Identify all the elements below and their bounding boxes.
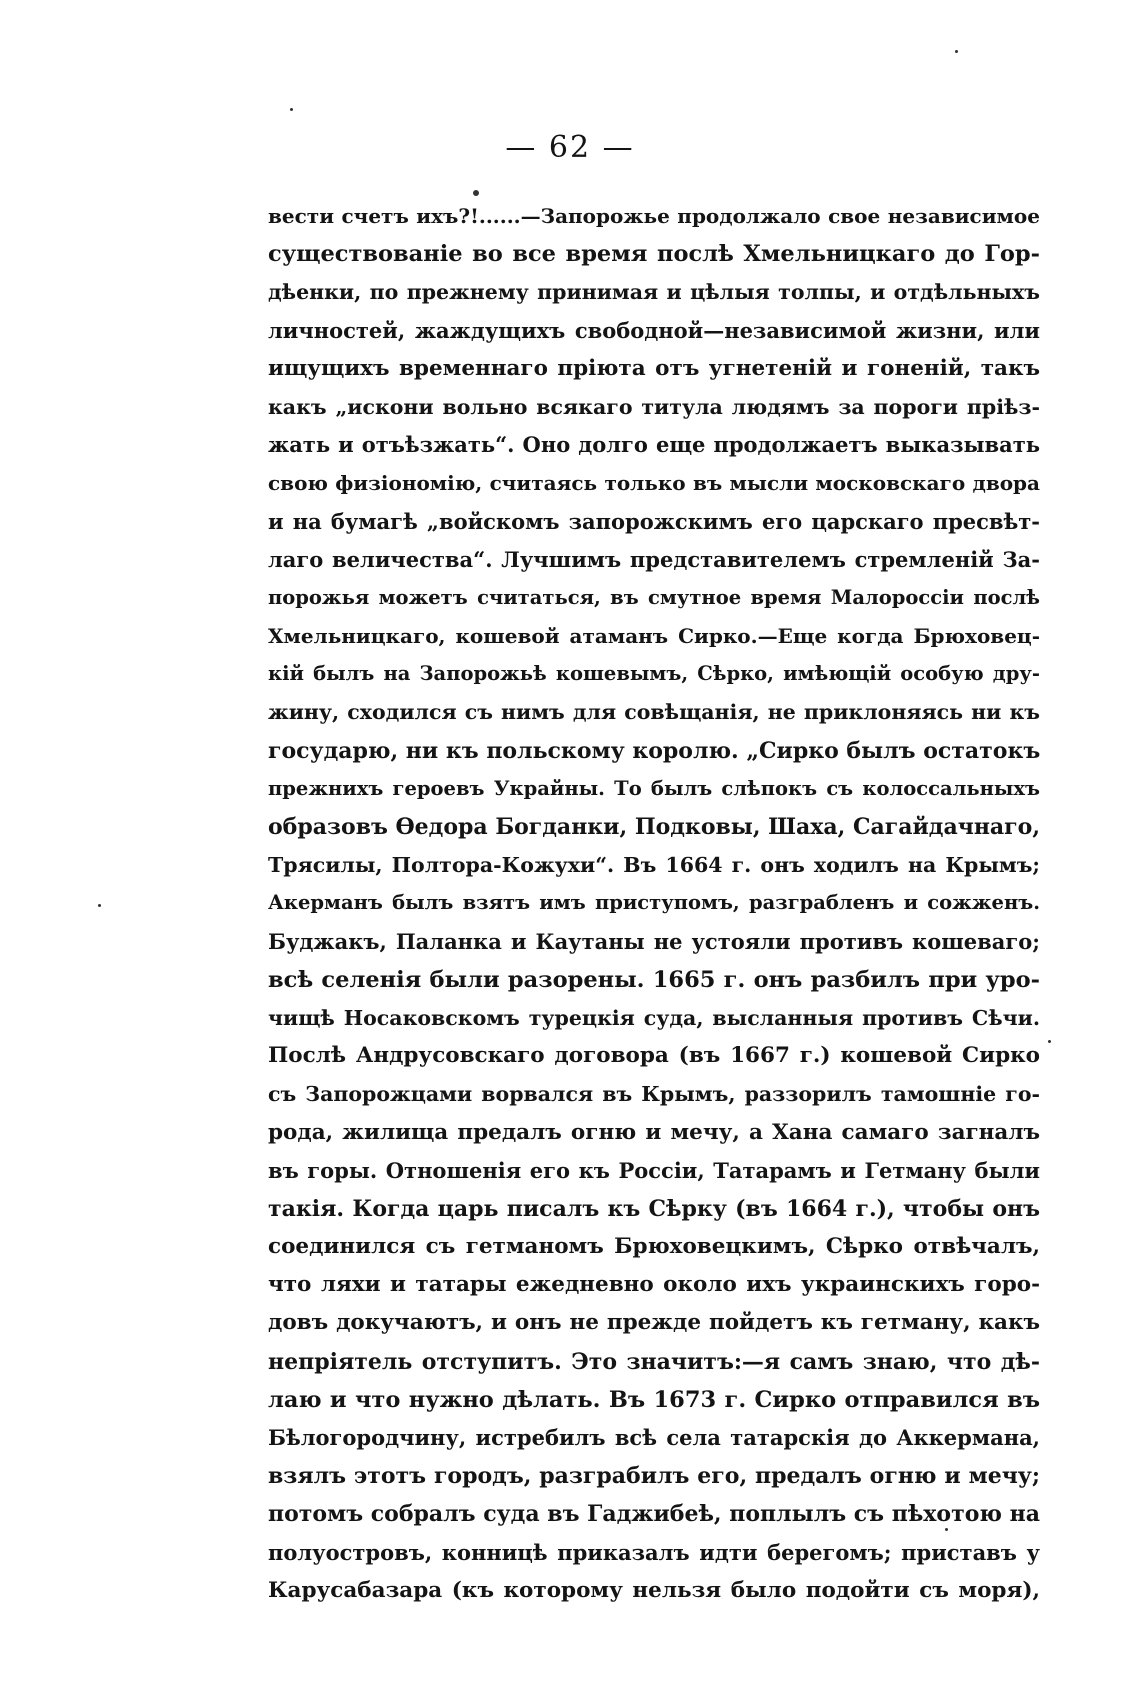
print-speck — [473, 190, 479, 196]
text-line: государю, ни къ польскому королю. „Сирко былъ остатокъ — [268, 737, 1040, 764]
text-line: всѣ селенія были разорены. 1665 г. онъ разбилъ при уро- — [268, 966, 1040, 993]
page-number: — 62 — — [505, 130, 635, 165]
text-line: личностей, жаждущихъ свободной—независимой жизни, или — [268, 317, 1040, 343]
print-speck — [98, 904, 101, 907]
text-line: въ горы. Отношенія его къ Россіи, Татарамъ и Гетману были — [268, 1157, 1040, 1183]
text-line: кій былъ на Запорожьѣ кошевымъ, Сѣрко, имѣющій особую дру- — [268, 662, 1040, 686]
text-line: Буджакъ, Паланка и Каутаны не устояли противъ кошеваго; — [268, 928, 1040, 954]
text-line: существованіе во все время послѣ Хмельницкаго до Гор- — [268, 241, 1040, 268]
print-speck — [945, 1528, 948, 1531]
print-speck — [1048, 1040, 1051, 1043]
text-line: Трясилы, Полтора-Кожухи“. Въ 1664 г. онъ ходилъ на Крымъ; — [268, 853, 1040, 878]
text-line: ищущихъ временнаго пріюта отъ угнетеній и гоненій, такъ — [268, 355, 1040, 381]
text-line: образовъ Ѳедора Богданки, Подковы, Шаха, Сагайдачнаго, — [268, 814, 1040, 840]
text-line: потомъ собралъ суда въ Гаджибеѣ, поплылъ съ пѣхотою на — [268, 1501, 1040, 1528]
text-line: съ Запорожцами ворвался въ Крымъ, раззорилъ тамошніе го- — [268, 1082, 1040, 1107]
text-line: прежнихъ героевъ Украйны. То былъ слѣпокъ съ колоссальныхъ — [268, 776, 1040, 800]
print-speck — [955, 50, 958, 53]
text-line: довъ докучаютъ, и онъ не прежде пойдетъ къ гетману, какъ — [268, 1310, 1040, 1336]
text-line: чищѣ Носаковскомъ турецкія суда, высланныя противъ Сѣчи. — [268, 1005, 1040, 1030]
print-speck — [290, 108, 293, 111]
text-line: лаю и что нужно дѣлать. Въ 1673 г. Сирко отправился въ — [268, 1386, 1040, 1413]
text-line: рода, жилища предалъ огню и мечу, а Хана самаго загналъ — [268, 1119, 1040, 1145]
text-line: какъ „искони вольно всякаго титула людямъ за пороги пріѣз- — [268, 394, 1040, 419]
text-line: непріятель отступитъ. Это значитъ:—я самъ знаю, что дѣ- — [268, 1348, 1040, 1375]
text-line: полуостровъ, конницѣ приказалъ идти берегомъ; приставъ у — [268, 1539, 1040, 1565]
text-line: жину, сходился съ нимъ для совѣщанія, не приклоняясь ни къ — [268, 700, 1040, 725]
text-line: лаго величества“. Лучшимъ представителемъ стремленій За- — [268, 546, 1040, 572]
text-line: порожья можетъ считаться, въ смутное время Малороссіи послѣ — [268, 585, 1040, 609]
text-line: дѣенки, по прежнему принимая и цѣлыя толпы, и отдѣльныхъ — [268, 280, 1040, 305]
text-line: такія. Когда царь писалъ къ Сѣрку (въ 1664 г.), чтобы онъ — [268, 1195, 1040, 1222]
text-line: что ляхи и татары ежедневно около ихъ украинскихъ горо- — [268, 1272, 1040, 1298]
text-line: свою физіономію, считаясь только въ мысли московскаго двора — [268, 471, 1040, 496]
text-line: Бѣлогородчину, истребилъ всѣ села татарскія до Аккермана, — [268, 1425, 1040, 1450]
text-line: жать и отъѣзжать“. Оно долго еще продолжаетъ выказывать — [268, 432, 1040, 458]
text-line: Карусабазара (къ которому нельзя было подойти съ моря), — [268, 1577, 1040, 1603]
text-line: взялъ этотъ городъ, разграбилъ его, предалъ огню и мечу; — [268, 1463, 1040, 1490]
text-line: Акерманъ былъ взятъ имъ приступомъ, разграбленъ и сожженъ. — [268, 891, 1040, 915]
text-line: и на бумагѣ „войскомъ запорожскимъ его царскаго пресвѣт- — [268, 508, 1040, 534]
text-line: Хмельницкаго, кошевой атаманъ Сирко.—Еще когда Брюховец- — [268, 624, 1040, 649]
text-line: вести счетъ ихъ?!......—Запорожье продолжало свое независимое — [268, 204, 1040, 228]
text-line: соединился съ гетманомъ Брюховецкимъ, Сѣрко отвѣчалъ, — [268, 1234, 1040, 1260]
text-line: Послѣ Андрусовскаго договора (въ 1667 г.) кошевой Сирко — [268, 1043, 1040, 1069]
body-text — [268, 197, 1040, 1610]
